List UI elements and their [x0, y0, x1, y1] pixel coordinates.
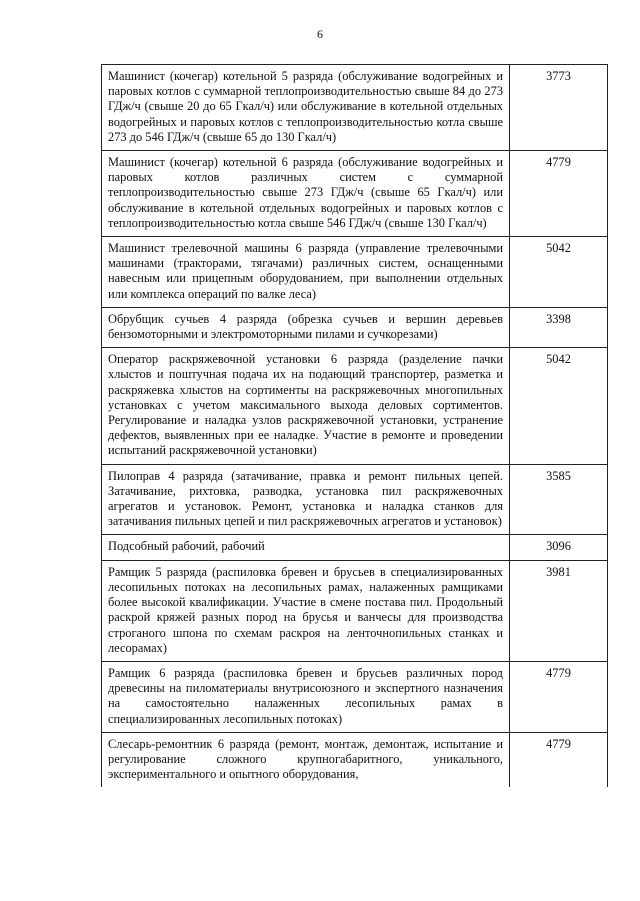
rate-value: 4779	[510, 661, 608, 732]
page-number: 6	[317, 27, 323, 41]
rate-value: 3773	[510, 65, 608, 151]
job-description: Пилоправ 4 разряда (затачивание, правка и ремонт пильных цепей. Затачивание, рихтовка, разводка, установка пил раскряжевочных агрегатов и установок. Ремонт, установка и наладка станков для затачивания пильных цепей и пил раскряжевочных агрегатов и установок)	[102, 464, 510, 535]
rate-value: 5042	[510, 348, 608, 464]
rate-value: 4779	[510, 732, 608, 787]
table-row	[102, 307, 608, 347]
job-description: Рамщик 6 разряда (распиловка бревен и брусьев различных пород древесины на пиломатериалы внутрисоюзного и экспертного назначения на самостоятельно налаженных лесопильных рамах в специализированных лесопильных потоках)	[102, 661, 510, 732]
table-row	[102, 661, 608, 732]
rate-value: 3398	[510, 307, 608, 347]
job-description: Рамщик 5 разряда (распиловка бревен и брусьев в специализированных лесопильных потоках на лесопильных рамах, налаженных рамщиками более высокой квалификации. Участие в смене постава пил. Продольный раскрой кряжей разных пород на брусья и ванчесы для производства строганого шпона по схемам раскроя на ленточнопильных станках и лесорамах)	[102, 560, 510, 661]
job-description: Машинист трелевочной машины 6 разряда (управление трелевочными машинами (тракторами, тягачами) различных систем, оснащенными навесным или прицепным оборудованием, при выполнении отдельных или комплекса операций по валке леса)	[102, 237, 510, 308]
table-row	[102, 65, 608, 151]
rates-table	[101, 64, 608, 787]
job-description: Обрубщик сучьев 4 разряда (обрезка сучьев и вершин деревьев бензомоторными и электромоторными пилами и сучкорезами)	[102, 307, 510, 347]
table-row	[102, 237, 608, 308]
job-description: Слесарь-ремонтник 6 разряда (ремонт, монтаж, демонтаж, испытание и регулирование сложного крупногабаритного, уникального, экспериментального и опытного оборудования,	[102, 732, 510, 787]
job-description: Машинист (кочегар) котельной 6 разряда (обслуживание водогрейных и паровых котлов различных систем с суммарной теплопроизводительностью свыше 273 ГДж/ч (свыше 65 Гкал/ч) или обслуживание в котельной отдельных водогрейных и паровых котлов с теплопроизводительностью котла свыше 546 ГДж/ч (свыше 130 Гкал/ч)	[102, 151, 510, 237]
rate-value: 4779	[510, 151, 608, 237]
rate-value: 3096	[510, 535, 608, 560]
table-row	[102, 535, 608, 560]
job-description: Подсобный рабочий, рабочий	[102, 535, 510, 560]
rate-value: 3585	[510, 464, 608, 535]
table-row	[102, 464, 608, 535]
table-row	[102, 732, 608, 787]
rate-value: 3981	[510, 560, 608, 661]
rate-value: 5042	[510, 237, 608, 308]
table-row	[102, 560, 608, 661]
table-row	[102, 348, 608, 464]
job-description: Машинист (кочегар) котельной 5 разряда (обслуживание водогрейных и паровых котлов с суммарной теплопроизводительностью свыше 84 до 273 ГДж/ч (свыше 20 до 65 Гкал/ч) или обслуживание в котельной отдельных водогрейных и паровых котлов с теплопроизводительностью котла свыше 273 до 546 ГДж/ч (свыше 65 до 130 Гкал/ч)	[102, 65, 510, 151]
table-row	[102, 151, 608, 237]
job-description: Оператор раскряжевочной установки 6 разряда (разделение пачки хлыстов и поштучная подача их на подающий транспортер, разметка и раскряжевка хлыстов на сортименты на раскряжевочных многопильных установках с учетом максимального выхода деловых сортиментов. Регулирование и наладка узлов раскряжевочной установки, устранение дефектов, выявленных при ее наладке. Участие в ремонте и проведении испытаний раскряжевочной установки)	[102, 348, 510, 464]
